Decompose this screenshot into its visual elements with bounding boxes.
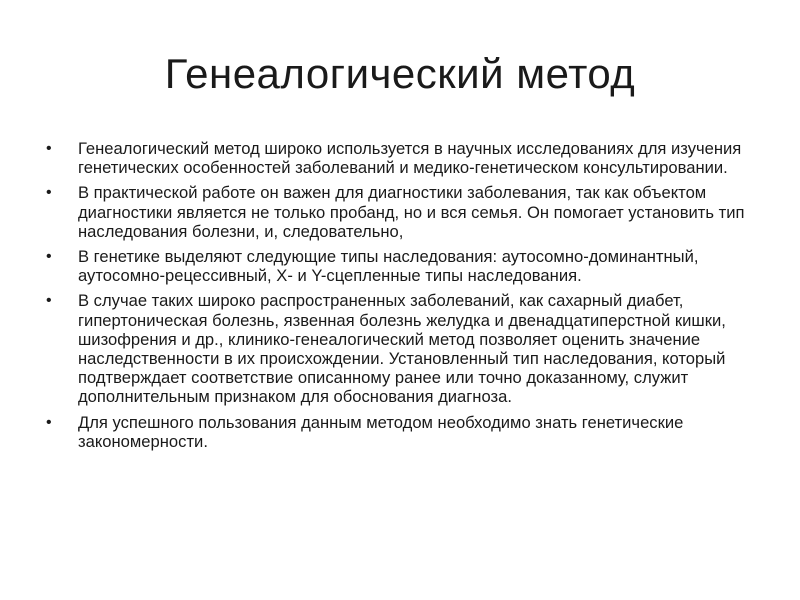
bullet-text: Для успешного пользования данным методом необходимо знать генетические закономерности. <box>78 412 684 451</box>
bullet-item <box>46 139 752 177</box>
bullet-dot-icon: • <box>46 248 52 266</box>
bullet-text: В генетике выделяют следующие типы наследования: аутосомно-доминантный, аутосомно-рецессивный, X- и Y-сцепленные типы наследования. <box>78 247 699 286</box>
slide-title: Генеалогический метод <box>164 50 636 97</box>
bullet-dot-icon: • <box>46 292 52 310</box>
bullet-item <box>46 291 752 406</box>
bullet-text: В практической работе он важен для диагностики заболевания, так как объектом диагностики является не только пробанд, но и вся семья. Он помогает установить тип наследования болезни, и, следовательно, <box>78 183 745 241</box>
bullet-dot-icon: • <box>46 184 52 202</box>
bullet-text: В случае таких широко распространенных заболеваний, как сахарный диабет, гипертоническая болезнь, язвенная болезнь желудка и двенадцатиперстной кишки, шизофрения и др., клинико-генеалогический метод позволяет оценить значение наследственности в их происхождении. Установленный тип наследования, который подтверждает соответствие описанному ранее или точно доказанному, служит дополнительным признаком для обоснования диагноза. <box>78 291 726 407</box>
bullet-item <box>46 413 752 451</box>
bullet-item <box>46 183 752 241</box>
bullet-item <box>46 247 752 285</box>
bullet-dot-icon: • <box>46 140 52 157</box>
bullet-text: Генеалогический метод широко используется в научных исследованиях для изучения генетических особенностей заболеваний и медико-генетическом консультировании. <box>78 139 742 178</box>
bullet-list <box>46 139 752 457</box>
bullet-dot-icon: • <box>46 413 52 431</box>
